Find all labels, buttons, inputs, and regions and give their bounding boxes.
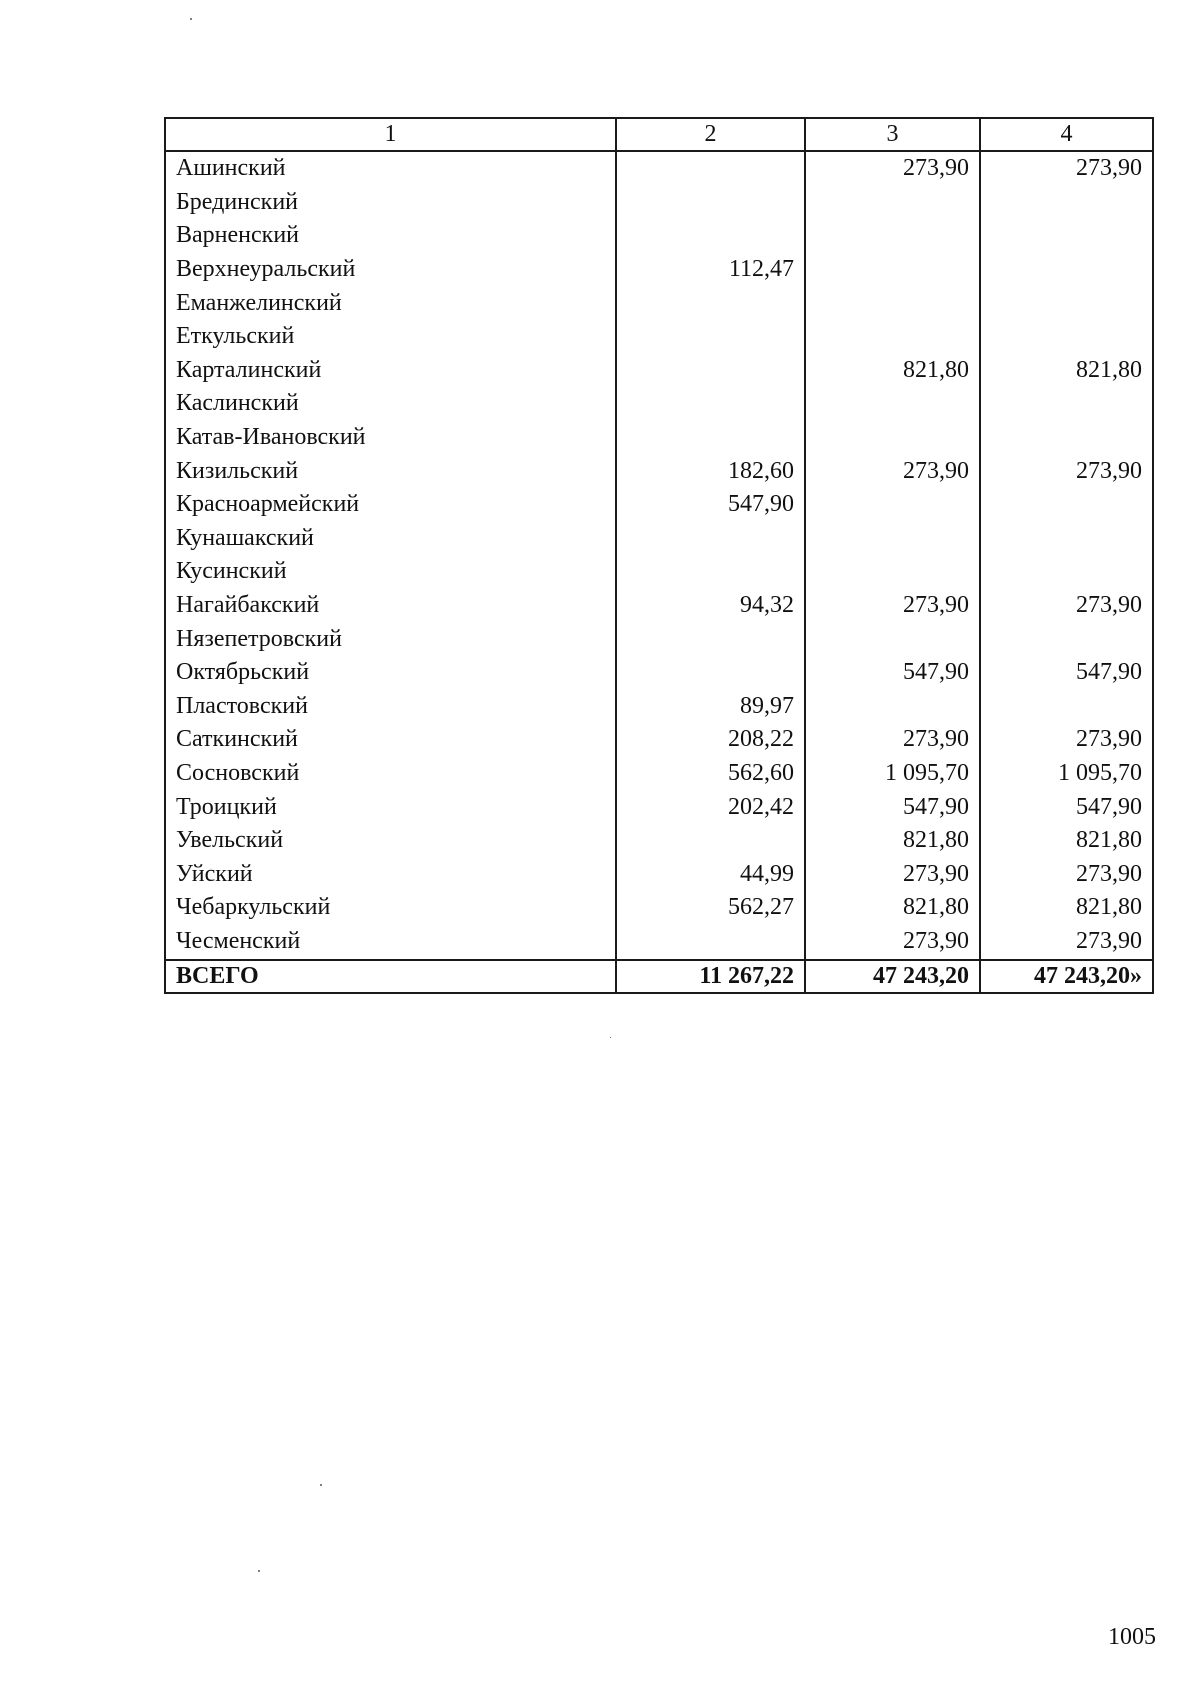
table-header-row <box>165 118 1153 151</box>
value-cell <box>980 186 1153 220</box>
value-cell: 182,60 <box>616 454 805 488</box>
value-cell: 547,90 <box>980 790 1153 824</box>
table-row <box>165 286 1153 320</box>
value-cell: 112,47 <box>616 253 805 287</box>
district-name-cell: Еткульский <box>165 320 616 354</box>
value-cell: 273,90 <box>980 589 1153 623</box>
table-row <box>165 857 1153 891</box>
table-row <box>165 253 1153 287</box>
table-row <box>165 891 1153 925</box>
table-row <box>165 723 1153 757</box>
value-cell: 547,90 <box>805 790 980 824</box>
table-row <box>165 690 1153 724</box>
table-row <box>165 522 1153 556</box>
value-cell: 821,80 <box>980 354 1153 388</box>
value-cell: 89,97 <box>616 690 805 724</box>
value-cell <box>805 522 980 556</box>
district-name-cell: Кусинский <box>165 555 616 589</box>
value-cell: 562,60 <box>616 757 805 791</box>
district-name-cell: Варненский <box>165 219 616 253</box>
table-row <box>165 151 1153 186</box>
value-cell: 821,80 <box>805 891 980 925</box>
value-cell: 273,90 <box>805 151 980 186</box>
value-cell <box>616 219 805 253</box>
value-cell: 821,80 <box>805 824 980 858</box>
district-name-cell: Карталинский <box>165 354 616 388</box>
table-row <box>165 589 1153 623</box>
value-cell <box>980 690 1153 724</box>
table-total-row <box>165 960 1153 993</box>
district-name-cell: Октябрьский <box>165 656 616 690</box>
value-cell: 273,90 <box>980 925 1153 961</box>
value-cell <box>805 219 980 253</box>
value-cell <box>980 555 1153 589</box>
value-cell: 821,80 <box>980 824 1153 858</box>
scan-speck <box>320 1484 322 1486</box>
column-header: 4 <box>980 118 1153 151</box>
district-name-cell: Красноармейский <box>165 488 616 522</box>
value-cell: 208,22 <box>616 723 805 757</box>
value-cell <box>616 320 805 354</box>
value-cell <box>805 186 980 220</box>
column-header: 1 <box>165 118 616 151</box>
total-cell: 47 243,20 <box>805 960 980 993</box>
value-cell <box>616 421 805 455</box>
value-cell <box>616 387 805 421</box>
value-cell <box>805 253 980 287</box>
value-cell <box>616 186 805 220</box>
table-row <box>165 320 1153 354</box>
table-row <box>165 186 1153 220</box>
value-cell: 273,90 <box>805 454 980 488</box>
value-cell <box>616 656 805 690</box>
total-cell: 11 267,22 <box>616 960 805 993</box>
table-row <box>165 488 1153 522</box>
district-name-cell: Уйский <box>165 857 616 891</box>
value-cell <box>805 387 980 421</box>
scan-speck <box>258 1570 260 1572</box>
value-cell: 273,90 <box>805 857 980 891</box>
district-name-cell: Кизильский <box>165 454 616 488</box>
value-cell <box>616 286 805 320</box>
table-row <box>165 622 1153 656</box>
district-name-cell: Пластовский <box>165 690 616 724</box>
value-cell <box>980 219 1153 253</box>
value-cell <box>805 421 980 455</box>
value-cell <box>616 354 805 388</box>
district-name-cell: Нагайбакский <box>165 589 616 623</box>
district-name-cell: Нязепетровский <box>165 622 616 656</box>
page-number: 1005 <box>1108 1624 1156 1650</box>
value-cell <box>980 488 1153 522</box>
value-cell: 821,80 <box>980 891 1153 925</box>
table-body <box>165 151 1153 960</box>
table-row <box>165 925 1153 961</box>
table-row <box>165 790 1153 824</box>
scan-speck <box>610 1037 611 1038</box>
district-name-cell: Чебаркульский <box>165 891 616 925</box>
table-row <box>165 555 1153 589</box>
value-cell <box>616 925 805 961</box>
column-header: 2 <box>616 118 805 151</box>
value-cell: 1 095,70 <box>805 757 980 791</box>
value-cell: 273,90 <box>980 857 1153 891</box>
value-cell: 94,32 <box>616 589 805 623</box>
data-table <box>164 117 1154 994</box>
value-cell: 202,42 <box>616 790 805 824</box>
value-cell <box>805 622 980 656</box>
value-cell <box>616 151 805 186</box>
table-row <box>165 454 1153 488</box>
value-cell <box>805 690 980 724</box>
total-label: ВСЕГО <box>165 960 616 993</box>
district-name-cell: Увельский <box>165 824 616 858</box>
table-row <box>165 757 1153 791</box>
value-cell <box>805 320 980 354</box>
value-cell <box>980 622 1153 656</box>
value-cell <box>616 622 805 656</box>
value-cell <box>980 421 1153 455</box>
column-header: 3 <box>805 118 980 151</box>
district-name-cell: Сосновский <box>165 757 616 791</box>
value-cell: 562,27 <box>616 891 805 925</box>
value-cell <box>980 253 1153 287</box>
value-cell <box>980 522 1153 556</box>
value-cell <box>805 488 980 522</box>
value-cell <box>616 522 805 556</box>
total-cell: 47 243,20» <box>980 960 1153 993</box>
scan-speck <box>190 18 192 20</box>
district-name-cell: Верхнеуральский <box>165 253 616 287</box>
value-cell: 547,90 <box>616 488 805 522</box>
value-cell <box>616 824 805 858</box>
table-row <box>165 824 1153 858</box>
table-row <box>165 354 1153 388</box>
value-cell: 273,90 <box>980 723 1153 757</box>
value-cell <box>616 555 805 589</box>
table-row <box>165 656 1153 690</box>
district-name-cell: Саткинский <box>165 723 616 757</box>
value-cell: 821,80 <box>805 354 980 388</box>
district-name-cell: Чесменский <box>165 925 616 961</box>
value-cell: 273,90 <box>805 723 980 757</box>
value-cell: 547,90 <box>980 656 1153 690</box>
table-row <box>165 387 1153 421</box>
value-cell <box>980 286 1153 320</box>
value-cell: 273,90 <box>980 454 1153 488</box>
value-cell <box>980 320 1153 354</box>
value-cell: 547,90 <box>805 656 980 690</box>
value-cell: 273,90 <box>805 925 980 961</box>
value-cell: 1 095,70 <box>980 757 1153 791</box>
value-cell <box>805 555 980 589</box>
district-name-cell: Еманжелинский <box>165 286 616 320</box>
district-name-cell: Ашинский <box>165 151 616 186</box>
table-row <box>165 421 1153 455</box>
district-name-cell: Троицкий <box>165 790 616 824</box>
table-row <box>165 219 1153 253</box>
district-name-cell: Кунашакский <box>165 522 616 556</box>
value-cell: 273,90 <box>805 589 980 623</box>
value-cell <box>805 286 980 320</box>
value-cell: 273,90 <box>980 151 1153 186</box>
district-name-cell: Катав-Ивановский <box>165 421 616 455</box>
value-cell <box>980 387 1153 421</box>
district-name-cell: Каслинский <box>165 387 616 421</box>
district-name-cell: Брединский <box>165 186 616 220</box>
value-cell: 44,99 <box>616 857 805 891</box>
